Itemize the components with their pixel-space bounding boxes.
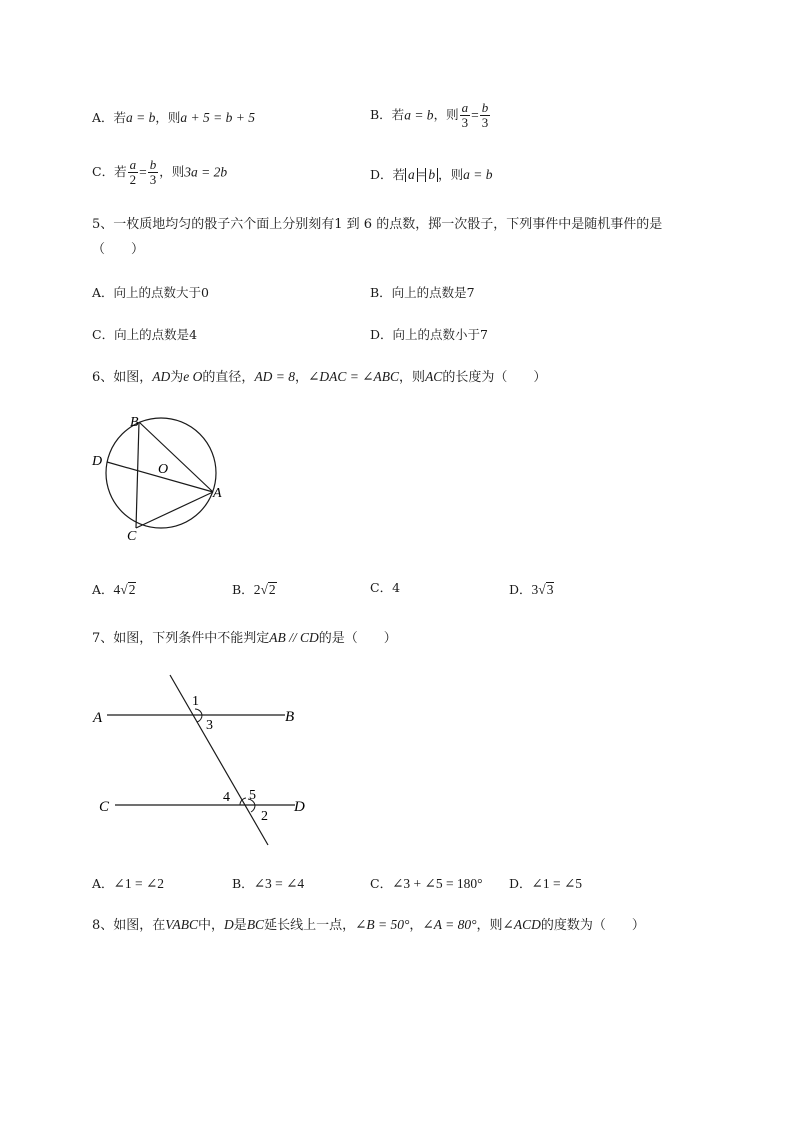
coefficient: 3 <box>531 582 539 597</box>
option-label: B． <box>232 582 254 597</box>
q5-stem: 5、一枚质地均匀的骰子六个面上分别刻有1 到 6 的点数，掷一次骰子，下列事件中是随机事件的是 <box>92 217 663 232</box>
text: ，则 <box>476 918 503 933</box>
point-label-o: O <box>158 462 169 477</box>
angle-arc-1 <box>195 709 202 715</box>
text: 6、如图， <box>92 370 153 385</box>
q5-answer-paren: （ ） <box>92 242 145 257</box>
point-label-a: A <box>213 486 222 501</box>
sqrt-sign: √ <box>120 582 128 597</box>
q7-option-d <box>509 877 582 891</box>
numerator: b <box>481 100 489 115</box>
angle-label-1: 1 <box>192 694 199 709</box>
math-expr: a = b <box>404 107 434 123</box>
option-label: D． <box>509 582 532 597</box>
q5-option-b: B．向上的点数是7 <box>370 285 475 300</box>
equals: = <box>139 164 147 180</box>
angle-label-2: 2 <box>261 809 268 824</box>
point-label-d: D <box>294 799 305 815</box>
math-expr: VABC <box>165 917 199 932</box>
fraction <box>128 158 139 187</box>
option-label: B． <box>232 876 254 891</box>
circle-figure <box>80 405 240 550</box>
point-label-d: D <box>92 454 103 469</box>
option-label: D． <box>509 876 532 891</box>
angle-label-4: 4 <box>223 790 230 805</box>
text: ，则 <box>438 167 464 182</box>
text: ，则 <box>155 110 181 125</box>
text: 8、如图，在 <box>92 918 166 933</box>
point-label-b: B <box>130 415 139 430</box>
math-expr: e O <box>183 369 203 384</box>
text: 为 <box>170 370 184 385</box>
math-expr: AC <box>425 369 443 384</box>
q4-option-b <box>370 101 491 130</box>
abs-value: b <box>425 168 438 182</box>
math-expr: a = b <box>126 110 156 125</box>
fraction <box>480 101 491 130</box>
q8-stem <box>92 918 645 932</box>
math-expr: ∠1 = ∠5 <box>531 876 583 891</box>
q7-stem <box>92 631 397 645</box>
text: ，则 <box>433 107 459 123</box>
point-label-b: B <box>285 709 295 725</box>
option-label: A． <box>92 582 114 597</box>
point-label-a: A <box>93 710 103 726</box>
segment-bc <box>136 422 139 528</box>
denominator: 2 <box>129 171 137 187</box>
angle-label-3: 3 <box>206 718 213 733</box>
math-expr: BC <box>246 917 265 932</box>
text: ，则 <box>159 164 185 180</box>
q4-option-a <box>92 111 255 125</box>
angle-label-5: 5 <box>249 788 256 803</box>
math-expr: ∠3 = ∠4 <box>253 876 305 891</box>
text: ，则 <box>399 370 426 385</box>
math-expr: ∠B = 50° <box>355 917 410 932</box>
numerator: a <box>461 100 469 115</box>
q7-option-a <box>92 877 164 891</box>
math-expr: 3a = 2b <box>184 164 228 180</box>
text: 的是（ ） <box>318 631 397 646</box>
radicand: 2 <box>128 582 136 597</box>
abs-value: a <box>405 168 418 182</box>
text: 的直径， <box>202 370 255 385</box>
equals: = <box>471 107 479 123</box>
math-expr: ∠A = 80° <box>422 917 477 932</box>
angle-arc-3 <box>197 715 202 722</box>
text: ， <box>295 370 309 385</box>
point-label-c: C <box>99 799 110 815</box>
text: 的度数为（ ） <box>540 918 645 933</box>
q7-option-c <box>370 877 483 891</box>
math-expr: AD = 8 <box>254 369 296 384</box>
q6-stem <box>92 370 546 384</box>
q5-option-a: A．向上的点数大于0 <box>92 285 209 300</box>
fraction <box>148 158 159 187</box>
equals: = <box>417 167 426 182</box>
parallel-lines-figure <box>85 670 325 855</box>
sqrt-sign: √ <box>260 582 268 597</box>
q7-option-b <box>232 877 304 891</box>
fraction <box>460 101 471 130</box>
numerator: a <box>129 157 137 172</box>
q6-option-d <box>509 582 554 597</box>
sqrt-sign: √ <box>538 582 546 597</box>
option-label: A．若 <box>92 110 127 125</box>
q6-option-c: C．4 <box>370 580 401 595</box>
radicand: 3 <box>546 582 554 597</box>
text: 的长度为（ ） <box>442 370 547 385</box>
math-expr: AB // CD <box>269 630 319 645</box>
math-expr: a + 5 = b + 5 <box>180 110 256 125</box>
math-expr: ∠ACD <box>502 917 541 932</box>
option-label: C．若 <box>92 164 127 180</box>
text: 延长线上一点， <box>264 918 356 933</box>
option-label: D．若 <box>370 167 406 182</box>
option-label: B．若 <box>370 107 405 123</box>
coefficient: 4 <box>113 582 121 597</box>
text: 中， <box>198 918 225 933</box>
q6-option-b <box>232 582 277 597</box>
angle-arc-2 <box>251 805 255 812</box>
text: ， <box>409 918 423 933</box>
coefficient: 2 <box>253 582 261 597</box>
q5-option-d: D．向上的点数小于7 <box>370 327 488 342</box>
point-label-c: C <box>127 529 137 544</box>
q6-option-a <box>92 582 136 597</box>
text: 7、如图，下列条件中不能判定 <box>92 631 270 646</box>
denominator: 3 <box>461 114 469 130</box>
q4-option-d <box>370 168 493 182</box>
math-expr: D <box>224 917 234 932</box>
radicand: 2 <box>268 582 276 597</box>
text: 是 <box>233 918 247 933</box>
math-expr: ∠DAC = ∠ABC <box>308 369 400 384</box>
math-expr: ∠1 = ∠2 <box>113 876 165 891</box>
math-expr: AD <box>152 369 171 384</box>
option-label: A． <box>92 876 114 891</box>
denominator: 3 <box>481 114 489 130</box>
option-label: C． <box>370 876 393 891</box>
math-expr: a = b <box>463 167 493 182</box>
math-expr: ∠3 + ∠5 = 180° <box>392 876 483 891</box>
denominator: 3 <box>149 171 157 187</box>
q4-option-c <box>92 158 227 187</box>
transversal <box>170 675 268 845</box>
numerator: b <box>149 157 157 172</box>
q5-option-c: C．向上的点数是4 <box>92 327 198 342</box>
